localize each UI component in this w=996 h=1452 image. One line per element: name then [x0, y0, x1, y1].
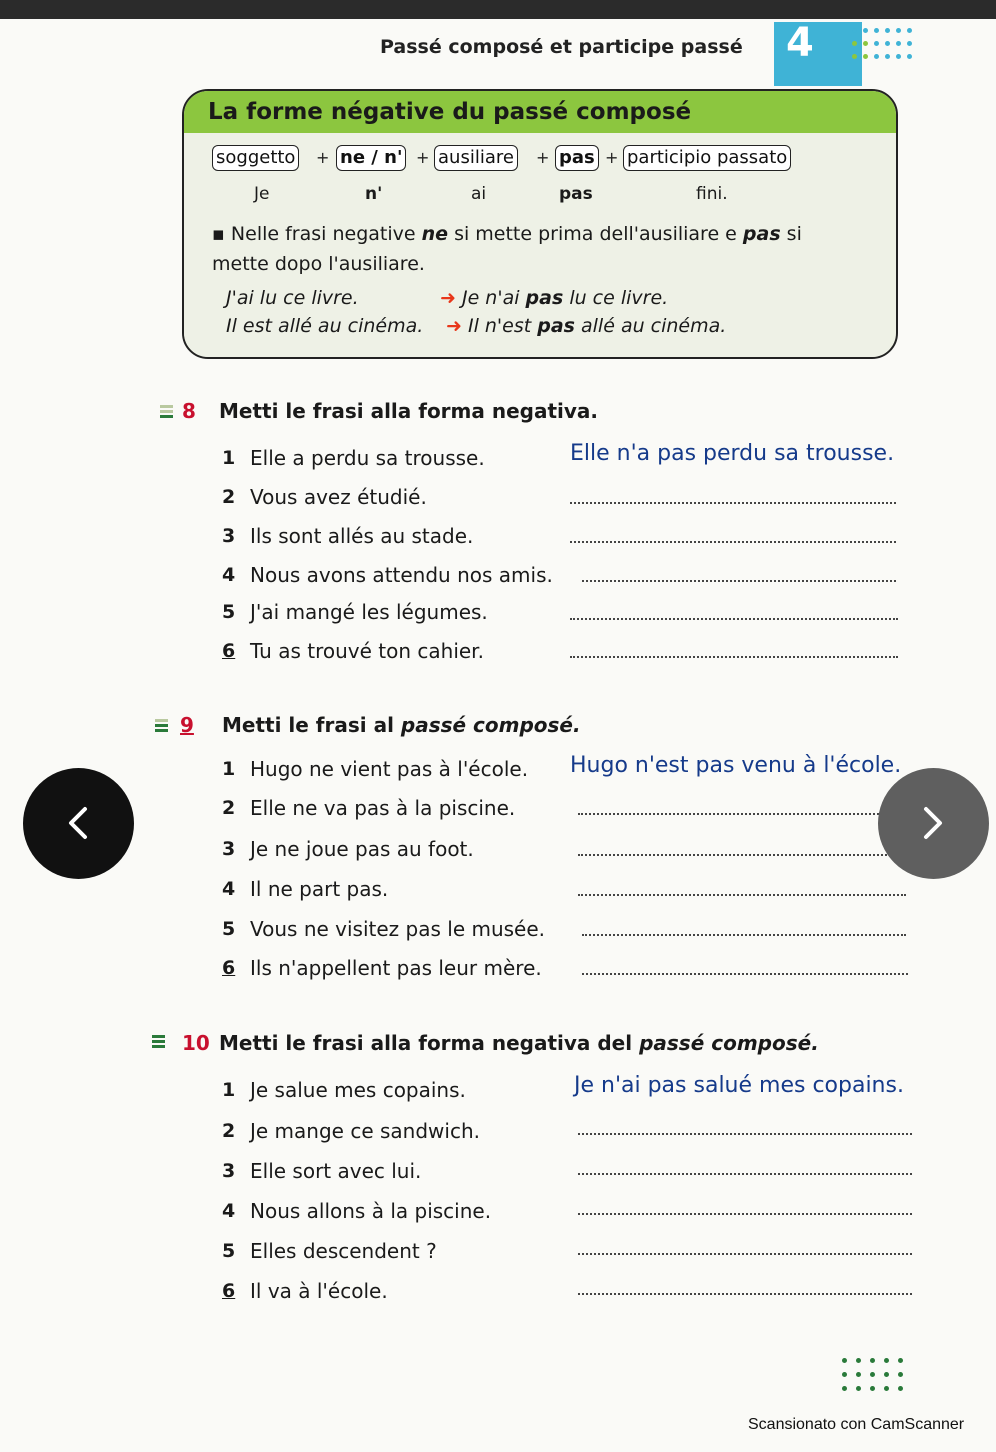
item-number: 1 [222, 758, 236, 780]
exercise-number: 10 [182, 1031, 210, 1055]
answer-blank[interactable] [582, 580, 896, 582]
formula-plus: + [416, 148, 430, 167]
difficulty-icon [155, 719, 168, 734]
formula-example-pas: pas [559, 184, 593, 204]
answer-blank[interactable] [578, 1173, 912, 1175]
item-sentence: Vous ne visitez pas le musée. [250, 917, 546, 941]
difficulty-icon [152, 1035, 165, 1050]
formula-example-negation: n' [365, 184, 383, 204]
item-sentence: Elle a perdu sa trousse. [250, 446, 485, 470]
decorative-dots-top [852, 28, 922, 62]
answer-blank[interactable] [578, 894, 906, 896]
answer-blank[interactable] [570, 502, 896, 504]
item-number: 2 [222, 1120, 236, 1142]
item-number: 6 [222, 957, 236, 979]
item-number: 3 [222, 1160, 236, 1182]
chevron-right-icon [878, 768, 989, 879]
formula-plus: + [316, 148, 330, 167]
rule-example-affirmative: Il est allé au cinéma. [226, 315, 424, 337]
item-number: 6 [222, 640, 236, 662]
item-number: 3 [222, 838, 236, 860]
item-number: 6 [222, 1280, 236, 1302]
answer-blank[interactable] [578, 1213, 912, 1215]
item-sentence: Elle sort avec lui. [250, 1159, 422, 1183]
rule-bullet-text: ▪ Nelle frasi negative ne si mette prima dell'ausiliare e pas si mette dopo l'ausiliare. [212, 223, 802, 275]
exercise-number: 9 [180, 713, 194, 737]
answer-blank[interactable] [570, 618, 898, 620]
item-number: 5 [222, 918, 236, 940]
item-sentence: Il va à l'école. [250, 1279, 388, 1303]
difficulty-icon [160, 405, 173, 420]
item-answer: Hugo n'est pas venu à l'école. [570, 753, 902, 778]
answer-blank[interactable] [578, 854, 898, 856]
item-number: 5 [222, 1240, 236, 1262]
item-number: 3 [222, 525, 236, 547]
answer-blank[interactable] [570, 541, 896, 543]
formula-plus: + [605, 148, 619, 167]
item-number: 2 [222, 797, 236, 819]
item-sentence: Je mange ce sandwich. [250, 1119, 480, 1143]
formula-participle: participio passato [623, 145, 791, 171]
answer-blank[interactable] [582, 973, 908, 975]
chevron-left-icon [23, 768, 134, 879]
rule-example-negative: ➜ Je n'ai pas lu ce livre. [440, 287, 669, 309]
formula-example-participle: fini. [696, 184, 728, 204]
answer-blank[interactable] [582, 934, 906, 936]
arrow-right-icon: ➜ [446, 315, 462, 337]
answer-blank[interactable] [570, 656, 898, 658]
item-number: 2 [222, 486, 236, 508]
item-sentence: Vous avez étudié. [250, 485, 427, 509]
item-number: 4 [222, 878, 236, 900]
item-number: 4 [222, 1200, 236, 1222]
page-header-title: Passé composé et participe passé [380, 36, 743, 58]
top-dark-bar [0, 0, 996, 19]
answer-blank[interactable] [578, 813, 898, 815]
item-sentence: Je salue mes copains. [250, 1078, 466, 1102]
rule-box-title: La forme négative du passé composé [208, 99, 692, 125]
item-sentence: Je ne joue pas au foot. [250, 837, 474, 861]
answer-blank[interactable] [578, 1133, 912, 1135]
item-sentence: Ils n'appellent pas leur mère. [250, 956, 542, 980]
formula-auxiliary: ausiliare [434, 145, 518, 171]
item-number: 1 [222, 1079, 236, 1101]
decorative-dots-bottom [842, 1358, 914, 1408]
item-sentence: Hugo ne vient pas à l'école. [250, 757, 529, 781]
item-answer: Je n'ai pas salué mes copains. [574, 1073, 904, 1098]
exercise-title: Metti le frasi al passé composé. [222, 713, 581, 737]
rule-example-negative: ➜ Il n'est pas allé au cinéma. [446, 315, 727, 337]
item-sentence: Il ne part pas. [250, 877, 389, 901]
item-sentence: Elles descendent ? [250, 1239, 437, 1263]
exercise-number: 8 [182, 399, 196, 423]
formula-example-auxiliary: ai [471, 184, 487, 204]
rule-example-affirmative: J'ai lu ce livre. [226, 287, 359, 309]
formula-example-subject: Je [254, 184, 270, 204]
item-answer: Elle n'a pas perdu sa trousse. [570, 441, 895, 466]
formula-subject: soggetto [212, 145, 299, 171]
item-number: 5 [222, 601, 236, 623]
exercise-title: Metti le frasi alla forma negativa del passé composé. [219, 1031, 819, 1055]
item-number: 4 [222, 564, 236, 586]
item-sentence: Nous allons à la piscine. [250, 1199, 492, 1223]
previous-page-button[interactable] [23, 768, 134, 879]
item-sentence: Nous avons attendu nos amis. [250, 563, 553, 587]
page-number: 4 [786, 20, 814, 66]
item-number: 1 [222, 447, 236, 469]
arrow-right-icon: ➜ [440, 287, 456, 309]
answer-blank[interactable] [578, 1293, 912, 1295]
formula-plus: + [536, 148, 550, 167]
rule-box-header [184, 91, 896, 133]
item-sentence: Elle ne va pas à la piscine. [250, 796, 516, 820]
item-sentence: Tu as trouvé ton cahier. [250, 639, 484, 663]
scanner-watermark: Scansionato con CamScanner [748, 1416, 965, 1433]
formula-pas: pas [555, 145, 599, 171]
next-page-button[interactable] [878, 768, 989, 879]
formula-negation: ne / n' [336, 145, 406, 171]
item-sentence: Ils sont allés au stade. [250, 524, 474, 548]
answer-blank[interactable] [578, 1253, 912, 1255]
exercise-title: Metti le frasi alla forma negativa. [219, 399, 599, 423]
item-sentence: J'ai mangé les légumes. [250, 600, 488, 624]
